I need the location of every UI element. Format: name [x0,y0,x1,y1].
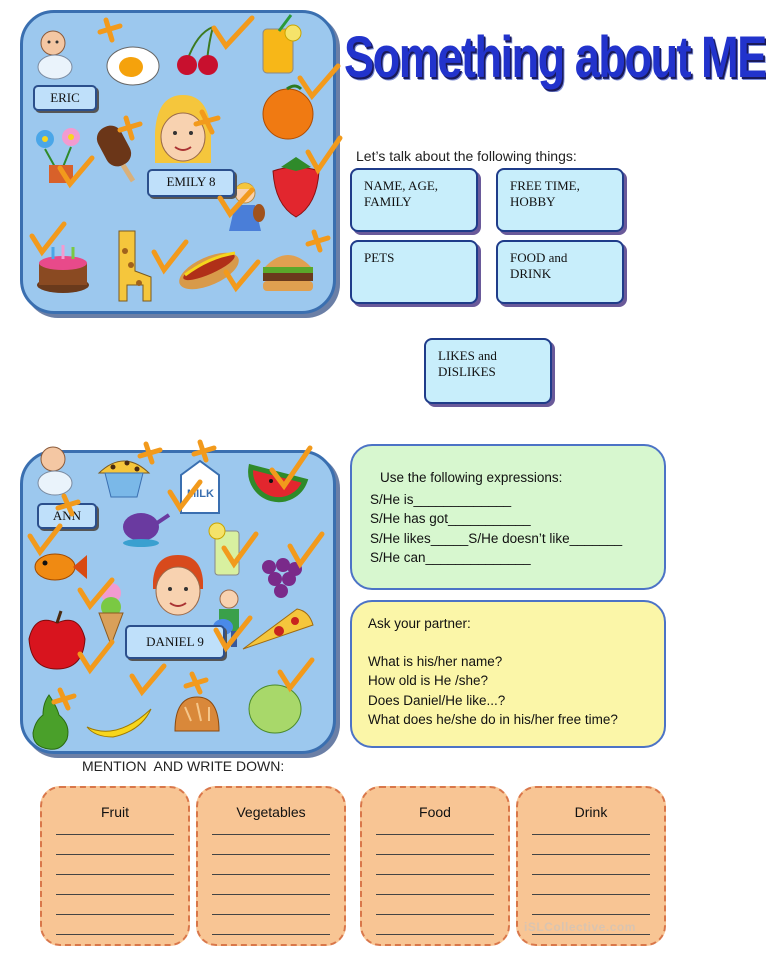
write-line[interactable] [532,914,650,915]
write-line[interactable] [532,874,650,875]
write-line[interactable] [212,874,330,875]
write-line[interactable] [56,874,174,875]
write-line[interactable] [376,874,494,875]
question-line: How old is He /she? [368,673,489,688]
write-line[interactable] [376,934,494,935]
topic-line: PETS [364,250,395,265]
topic-line: HOBBY [510,194,556,209]
category-heading: Fruit [101,804,129,820]
category-card-fruit [40,786,190,946]
expression-line: S/He likes_____S/He doesn’t like_______ [370,530,623,546]
topic-food-and-drink [496,240,624,304]
write-line[interactable] [376,854,494,855]
topic-line: DISLIKES [438,364,496,379]
tick-marks-panel-1 [20,0,340,310]
write-line[interactable] [532,854,650,855]
category-heading: Drink [574,804,608,820]
category-card-food [360,786,510,946]
name-label-ann: ANN [37,503,97,529]
write-line[interactable] [212,854,330,855]
topic-name-age-family [350,168,478,232]
write-line[interactable] [56,934,174,935]
topic-line: NAME, AGE, [364,178,439,193]
question-line: What does he/she do in his/her free time? [368,712,618,727]
write-line[interactable] [212,914,330,915]
write-line[interactable] [532,934,650,935]
write-line[interactable] [212,934,330,935]
write-line[interactable] [532,834,650,835]
mention-heading: MENTION AND WRITE DOWN: [82,758,285,774]
topic-line: LIKES and [438,348,497,363]
question-line: What is his/her name? [368,653,503,669]
category-card-vegetables [196,786,346,946]
topic-likes-and-dislikes [424,338,552,404]
write-line[interactable] [376,894,494,895]
topic-line: FOOD and [510,250,568,265]
topic-free-time-hobby [496,168,624,232]
write-line[interactable] [56,914,174,915]
name-label-daniel: DANIEL 9 [125,625,225,659]
expressions-heading: Use the following expressions: [380,470,563,485]
write-line[interactable] [56,834,174,835]
intro-text: Let’s talk about the following things: [356,148,577,164]
expression-line: S/He has got___________ [370,511,531,526]
question-line: Does Daniel/He like...? [368,692,506,708]
write-line[interactable] [212,894,330,895]
category-heading: Vegetables [236,804,306,820]
expression-line: S/He is_____________ [370,491,512,507]
tick-marks-panel-2 [20,440,340,750]
expressions-box [350,444,666,590]
svg-text:MILK: MILK [187,488,214,500]
write-line[interactable] [212,834,330,835]
ask-heading: Ask your partner: [368,616,471,631]
ask-partner-box [350,600,666,748]
topic-line: FAMILY [364,194,412,209]
write-line[interactable] [56,854,174,855]
write-line[interactable] [376,834,494,835]
expression-line: S/He can______________ [370,550,531,565]
topic-line: FREE TIME, [510,178,580,193]
topic-line: DRINK [510,266,552,281]
topic-pets [350,240,478,304]
category-heading: Food [419,804,451,820]
name-label-eric: ERIC [33,85,97,111]
write-line[interactable] [56,894,174,895]
name-label-emily: EMILY 8 [147,169,235,197]
watermark: iSLCollective.com [524,920,636,934]
write-line[interactable] [376,914,494,915]
write-line[interactable] [532,894,650,895]
page-title: Something about ME [344,25,766,90]
